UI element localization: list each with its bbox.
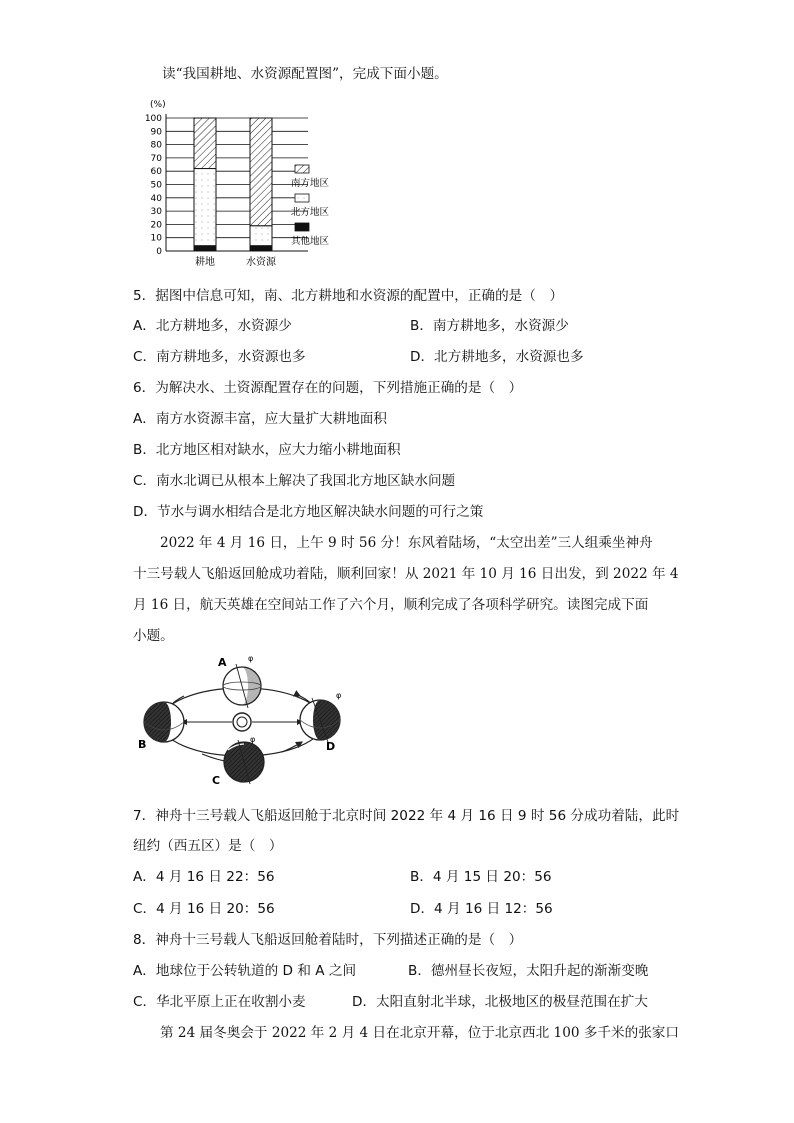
q6-option-a[interactable]: A．南方水资源丰富，应大量扩大耕地面积 [133,411,387,427]
intro2-line2: 十三号载人飞船返回舱成功着陆，顺利回家！从 2021 年 10 月 16 日出发，到 2022 年 4 [133,566,679,582]
q6-option-b[interactable]: B．北方地区相对缺水，应大力缩小耕地面积 [133,442,401,458]
legend-label: 北方地区 [291,207,330,218]
y-tick-label: 50 [150,180,162,191]
bar-segment [194,169,216,246]
q8-option-a[interactable]: A．地球位于公转轨道的 D 和 A 之间 [133,963,357,979]
bar-segment [194,118,216,169]
orbit-label-c: C [212,774,221,787]
x-tick-label: 水资源 [246,257,276,268]
farmland-water-chart [128,93,428,268]
y-tick-label: 40 [150,193,162,204]
intro3-line1: 第 24 届冬奥会于 2022 年 2 月 4 日在北京开幕，位于北京西北 100 多千米的张家口 [160,1025,679,1041]
bar-segment [194,246,216,251]
sun-icon [233,713,251,731]
legend-label: 其他地区 [291,236,330,247]
y-tick-label: 100 [144,114,162,124]
legend-swatch [295,165,309,173]
y-tick-label: 0 [156,247,162,257]
earth-position-b [144,702,184,742]
legend-swatch [295,223,309,231]
y-tick-label: 60 [150,167,162,178]
q8-option-b[interactable]: B．德州昼长夜短，太阳升起的渐渐变晚 [408,963,649,979]
q7-stem-line2: 纽约（西五区）是（ ） [133,838,283,854]
axis-symbol-c: φ [250,735,256,744]
q8-stem: 8．神舟十三号载人飞船返回舱着陆时，下列描述正确的是（ ） [133,932,523,948]
q6-option-d[interactable]: D．节水与调水相结合是北方地区解决缺水问题的可行之策 [133,504,484,520]
q5-option-a[interactable]: A．北方耕地多，水资源少 [133,318,292,334]
q7-option-d[interactable]: D．4 月 16 日 12：56 [410,901,553,917]
bar-segment [250,226,272,246]
earth-orbit-diagram [132,652,362,787]
legend-swatch [295,194,309,202]
q8-option-d[interactable]: D．太阳直射北半球，北极地区的极昼范围在扩大 [352,994,648,1010]
earth-position-a [223,664,261,708]
y-tick-label: 10 [150,233,162,244]
q5-option-d[interactable]: D．北方耕地多，水资源也多 [410,349,584,365]
y-tick-label: 30 [150,207,162,218]
x-tick-label: 耕地 [195,257,215,268]
legend-label: 南方地区 [291,178,330,189]
y-tick-label: 80 [150,140,162,151]
q6-option-c[interactable]: C．南水北调已从根本上解决了我国北方地区缺水问题 [133,473,456,489]
y-tick-label: 90 [150,127,162,138]
q6-stem: 6．为解决水、土资源配置存在的问题，下列措施正确的是（ ） [133,380,523,396]
y-unit-label: (%) [150,100,166,110]
q7-option-c[interactable]: C．4 月 16 日 20：56 [133,901,275,917]
y-tick-label: 20 [150,220,162,231]
intro2-line1: 2022 年 4 月 16 日，上午 9 时 56 分！东风着陆场，“太空出差”三人组乘坐神舟 [160,535,653,551]
orbit-label-d: D [326,740,336,753]
orbit-label-b: B [138,738,147,751]
intro2-line3: 月 16 日，航天英雄在空间站工作了六个月，顺利完成了各项科学研究。读图完成下面 [133,597,649,613]
earth-position-d [300,698,340,742]
bar-segment [250,118,272,226]
q5-option-b[interactable]: B．南方耕地多，水资源少 [410,318,569,334]
axis-symbol-d: φ [336,691,342,700]
q7-option-a[interactable]: A．4 月 16 日 22：56 [133,869,275,885]
intro2-line4: 小题。 [133,628,174,644]
intro-chart-question: 读“我国耕地、水资源配置图”，完成下面小题。 [162,66,448,82]
q7-option-b[interactable]: B．4 月 15 日 20：56 [410,869,552,885]
bar-segment [250,246,272,251]
q5-stem: 5．据图中信息可知，南、北方耕地和水资源的配置中，正确的是（ ） [133,288,564,304]
axis-symbol-a: φ [248,654,254,663]
y-tick-label: 70 [150,153,162,164]
earth-position-c [224,740,264,784]
q8-option-c[interactable]: C．华北平原上正在收割小麦 [133,994,306,1010]
q7-stem-line1: 7．神舟十三号载人飞船返回舱于北京时间 2022 年 4 月 16 日 9 时 56 分成功着陆，此时 [133,808,680,824]
orbit-label-a: A [218,656,227,669]
q5-option-c[interactable]: C．南方耕地多，水资源也多 [133,349,306,365]
